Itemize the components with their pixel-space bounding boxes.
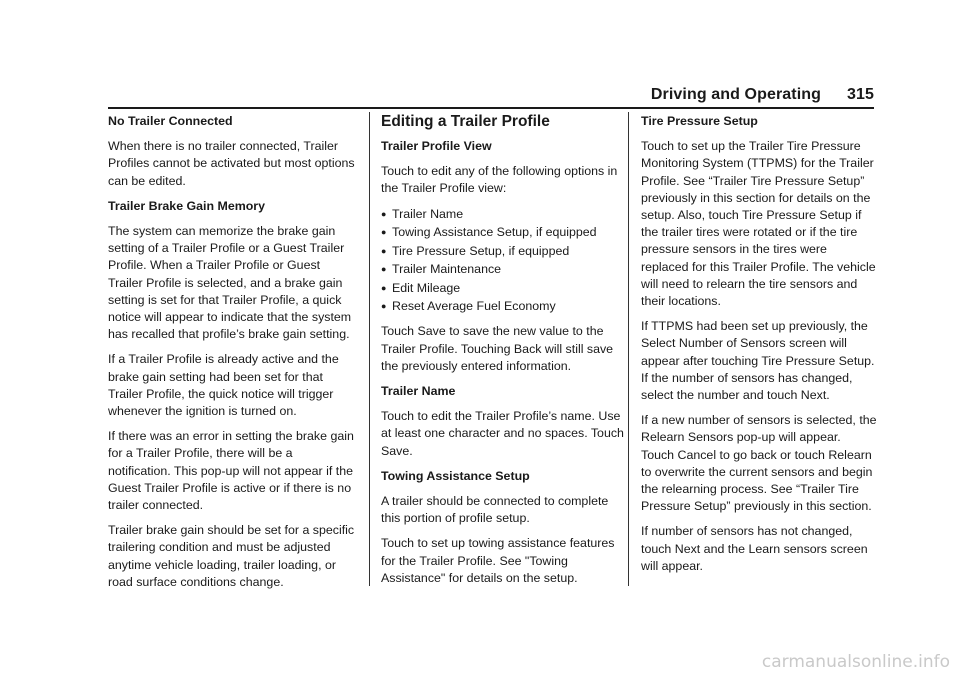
list-item: ● Edit Mileage xyxy=(381,280,629,297)
list-item: ● Trailer Maintenance xyxy=(381,261,629,278)
paragraph: Touch to edit any of the following options in the Trailer Profile view: xyxy=(381,164,618,196)
bullet-icon: ● xyxy=(381,227,387,238)
paragraph: Touch Save to save the new value to the Trailer Profile. Touching Back will still save the previously entered information. xyxy=(381,324,614,373)
options-list xyxy=(381,206,629,316)
section-title-header: Driving and Operating xyxy=(650,86,821,103)
paragraph: If a Trailer Profile is already active and the brake gain setting had been set for that Trailer Profile, the quick notice will trigger whenever the ignition is turned on. xyxy=(108,352,339,419)
page-header xyxy=(651,86,874,104)
list-item: ● Tire Pressure Setup, if equipped xyxy=(381,243,629,260)
list-item: ● Trailer Name xyxy=(381,206,629,223)
paragraph: Trailer brake gain should be set for a specific trailering condition and must be adjusted anytime vehicle loading, trailer loading, or road surface conditions change. xyxy=(108,523,355,589)
subheading-brake-gain-memory: Trailer Brake Gain Memory xyxy=(108,198,266,213)
list-item: ● Reset Average Fuel Economy xyxy=(381,298,629,315)
column-3 xyxy=(641,113,877,583)
bullet-icon: ● xyxy=(381,245,387,256)
bullet-icon: ● xyxy=(381,301,387,312)
subheading-trailer-profile-view: Trailer Profile View xyxy=(381,139,492,153)
subheading-towing-assistance: Towing Assistance Setup xyxy=(381,468,530,483)
paragraph: If TTPMS had been set up previously, the Select Number of Sensors screen will appear after touching Tire Pressure Setup. If the number of sensors has changed, select the number and touch Next. xyxy=(641,319,875,403)
column-divider-1 xyxy=(369,112,370,586)
subheading-no-trailer-connected: No Trailer Connected xyxy=(108,114,233,128)
paragraph: When there is no trailer connected, Trailer Profiles cannot be activated but most options can be edited. xyxy=(108,139,355,188)
column-2 xyxy=(381,113,629,595)
paragraph: If a new number of sensors is selected, the Relearn Sensors pop-up will appear. Touch Cancel to go back or touch Relearn to overwrite the current sensors and begin the relearning process. See “Trailer Tire Pressure Setup” previously in this section. xyxy=(641,413,877,514)
section-title-editing: Editing a Trailer Profile xyxy=(381,113,550,130)
bullet-icon: ● xyxy=(381,264,387,275)
subheading-trailer-name: Trailer Name xyxy=(381,383,456,398)
paragraph: Touch to set up towing assistance features for the Trailer Profile. See "Towing Assistance" for details on the setup. xyxy=(381,536,615,585)
watermark: carmanualsonline.info xyxy=(761,652,950,672)
bullet-icon: ● xyxy=(381,208,387,219)
paragraph: If number of sensors has not changed, touch Next and the Learn sensors screen will appear. xyxy=(641,524,868,573)
paragraph: Touch to set up the Trailer Tire Pressure Monitoring System (TTPMS) for the Trailer Profile. See “Trailer Tire Pressure Setup” previously in this section for details on the setup. Also, touch Tire Pressure Setup if the trailer tires were rotated or if the tire pressure sensors in the tires were replaced for this Trailer Profile. The vehicle will need to relearn the tire sensors and their locations. xyxy=(641,139,876,309)
page-number: 315 xyxy=(847,86,874,103)
bullet-icon: ● xyxy=(381,282,387,293)
paragraph: The system can memorize the brake gain setting of a Trailer Profile or a Guest Trailer Profile. When a Trailer Profile or Guest Trailer Profile is selected, and a brake gain setting is set for that Trailer Profile, a quick notice will appear to indicate that the system has recalled that profile’s brake gain setting. xyxy=(108,224,352,342)
column-1 xyxy=(108,113,356,599)
list-item: ● Towing Assistance Setup, if equipped xyxy=(381,224,629,241)
subheading-tire-pressure-setup: Tire Pressure Setup xyxy=(641,114,758,128)
paragraph: Touch to edit the Trailer Profile’s name. Use at least one character and no spaces. Touch Save. xyxy=(381,409,624,458)
paragraph: A trailer should be connected to complete this portion of profile setup. xyxy=(381,493,609,526)
paragraph: If there was an error in setting the brake gain for a Trailer Profile, there will be a notification. This pop-up will not appear if the Guest Trailer Profile is active or if there is no trailer connected. xyxy=(108,429,354,513)
header-rule xyxy=(108,107,874,109)
